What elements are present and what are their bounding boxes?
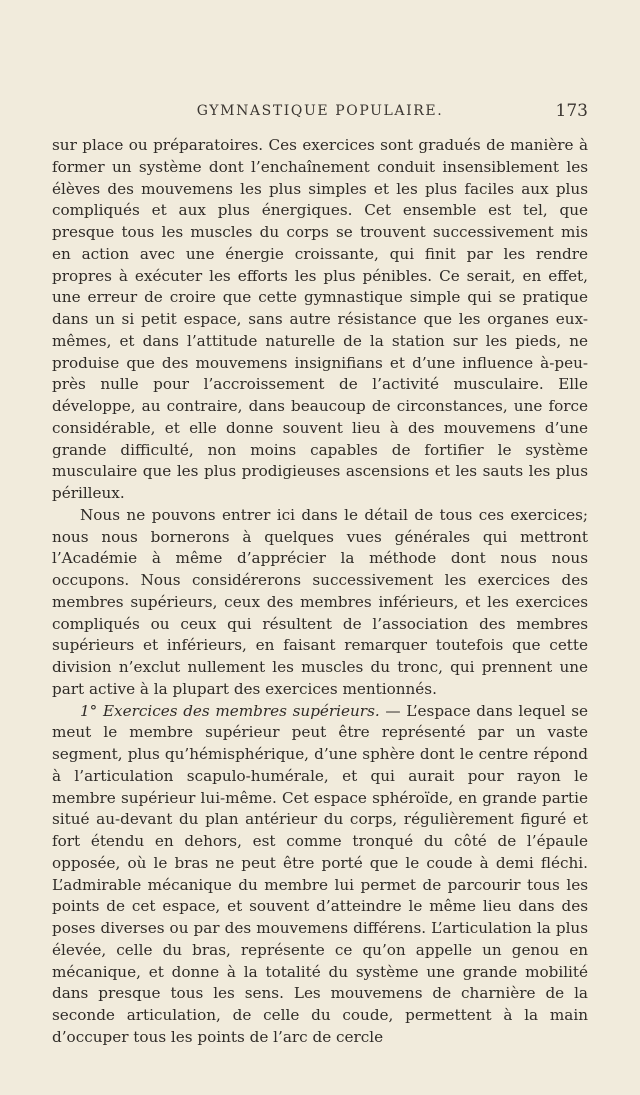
paragraph-3 xyxy=(52,701,588,1049)
paragraph-3-text: — L’espace dans lequel se meut le membre supérieur peut être représenté par un vaste segment, plus qu’hémisphérique, d’une sphère dont le centre répond à l’articulation scapulo-humérale, et qui aurait pour rayon le membre supérieur lui-même. Cet espace sphéroïde, en grande partie situé au-devant du plan antérieur du corps, régulièrement figuré et fort étendu en dehors, est comme tronqué du côté de l’épaule opposée, où le bras ne peut être porté que le coude à demi fléchi. L’admirable mécanique du membre lui permet de parcourir tous les points de cet espace, et souvent d’atteindre le même lieu dans des poses diverses ou par des mouvemens différens. L’articulation la plus élevée, celle du bras, représente ce qu’on appelle un genou en mécanique, et donne à la totalité du système une grande mobilité dans presque tous les sens. Les mouvemens de charnière de la seconde articulation, de celle du coude, permettent à la main d’occuper tous les points de l’arc de cercle xyxy=(52,701,589,1046)
section-heading: 1° Exercices des membres supérieurs. xyxy=(80,701,380,720)
paragraph-2: Nous ne pouvons entrer ici dans le détail de tous ces exercices; nous nous bornerons à quelques vues générales qui mettront l’Académie à même d’apprécier la méthode dont nous nous occupons. Nous considérerons successivement les exercices des membres supérieurs, ceux des membres inférieurs, et les exercices compliqués ou ceux qui résultent de l’association des membres supérieurs et inférieurs, en faisant remarquer toutefois que cette division n’exclut nullement les muscles du tronc, qui prennent une part active à la plupart des exercices mentionnés. xyxy=(52,505,588,698)
page-header xyxy=(52,103,588,125)
body-text xyxy=(52,135,588,1049)
page-number: 173 xyxy=(555,101,588,121)
running-title: GYMNASTIQUE POPULAIRE. xyxy=(196,103,444,119)
paragraph-1: sur place ou préparatoires. Ces exercices sont gradués de manière à former un système dont l’enchaînement conduit insensiblement les élèves des mouvemens les plus simples et les plus faciles aux plus compliqués et aux plus énergiques. Cet ensemble est tel, que presque tous les muscles du corps se trouvent successivement mis en action avec une énergie croissante, qui finit par les rendre propres à exécuter les efforts les plus pénibles. Ce serait, en effet, une erreur de croire que cette gymnastique simple qui se pratique dans un si petit espace, sans autre résistance que les organes eux-mêmes, et dans l’attitude naturelle de la station sur les pieds, ne produise que des mouvemens insignifians et d’une influence à-peu-près nulle pour l’accroissement de l’activité musculaire. Elle développe, au contraire, dans beaucoup de circonstances, une force considérable, et elle donne souvent lieu à des mouvemens d’une grande difficulté, non moins capables de fortifier le système musculaire que les plus prodigieuses ascensions et les sauts les plus périlleux. xyxy=(52,136,588,502)
